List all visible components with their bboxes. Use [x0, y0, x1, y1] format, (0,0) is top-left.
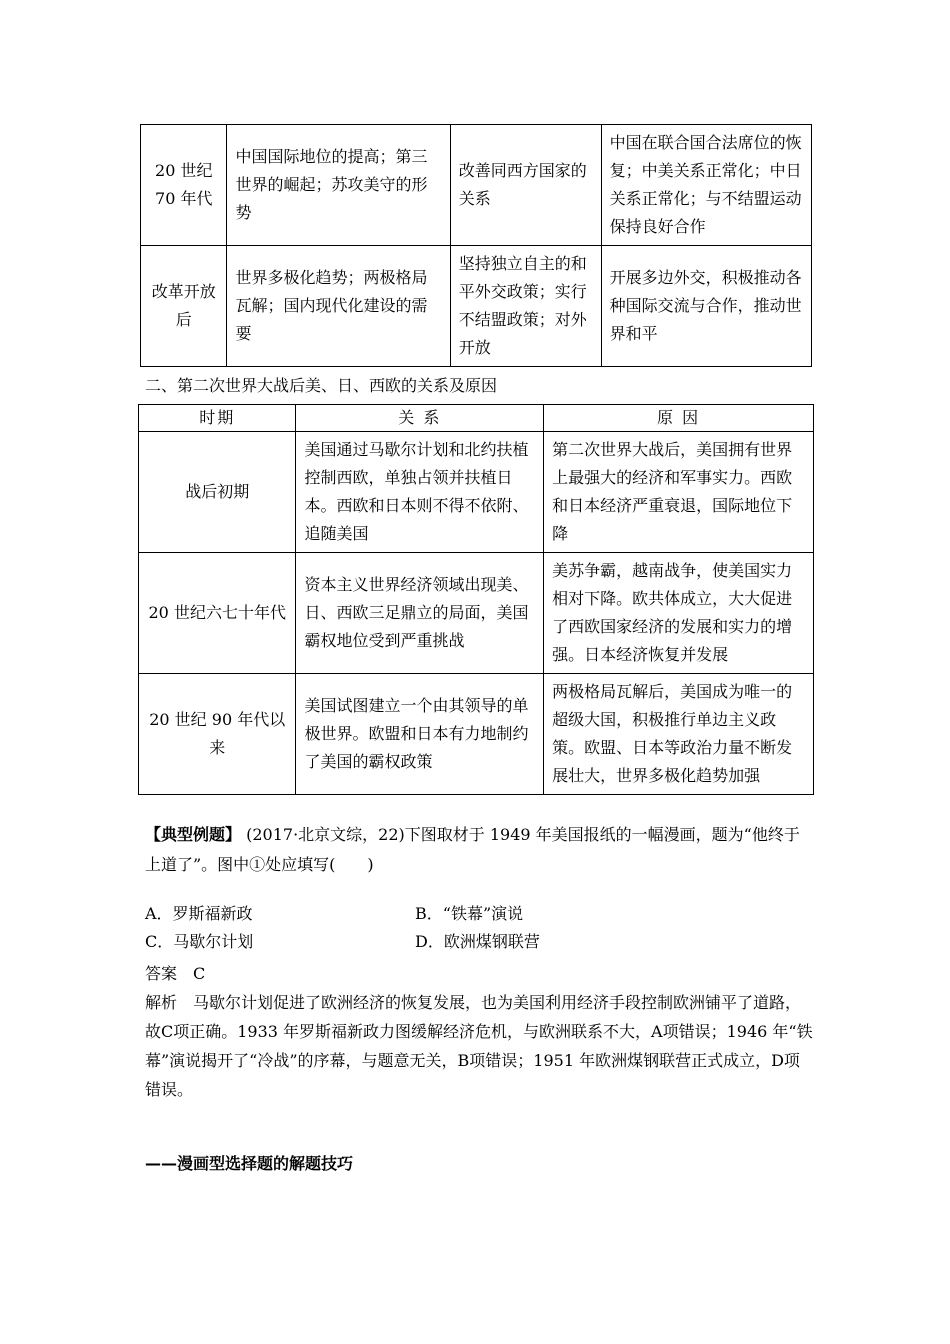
period-cell: 20 世纪 70 年代: [141, 125, 227, 246]
table-row: [139, 553, 814, 674]
example-stem: (2017·北京文综，22)下图取材于 1949 年美国报纸的一幅漫画，题为“他终于上道了”。图中①处应填写( ): [145, 825, 800, 874]
relation-cell: 资本主义世界经济领域出现美、日、西欧三足鼎立的局面，美国霸权地位受到严重挑战: [296, 553, 544, 674]
skill-title: ——漫画型选择题的解题技巧: [145, 1154, 354, 1173]
answer-options: [145, 900, 745, 956]
achievement-cell: 开展多边外交，积极推动各种国际交流与合作，推动世界和平: [601, 246, 811, 367]
table-row: [139, 674, 814, 795]
foreign-policy-table: [140, 124, 812, 367]
table-header-row: [139, 405, 814, 432]
reason-cell: 两极格局瓦解后，美国成为唯一的超级大国，积极推行单边主义政策。欧盟、日本等政治力量不断发展壮大，世界多极化趋势加强: [544, 674, 814, 795]
example-label: 【典型例题】: [145, 825, 242, 844]
option-a: A．罗斯福新政: [145, 904, 253, 923]
header-reason: 原 因: [544, 405, 814, 432]
section-title: 二、第二次世界大战后美、日、西欧的关系及原因: [145, 376, 498, 395]
table-row: [139, 432, 814, 553]
background-cell: 世界多极化趋势；两极格局瓦解；国内现代化建设的需要: [227, 246, 450, 367]
table-row: [141, 125, 812, 246]
example-question: [145, 820, 815, 880]
header-relation: 关 系: [296, 405, 544, 432]
reason-cell: 第二次世界大战后，美国拥有世界上最强大的经济和军事实力。西欧和日本经济严重衰退，国际地位下降: [544, 432, 814, 553]
answer: 答案 C: [145, 964, 206, 983]
period-cell: 战后初期: [139, 432, 296, 553]
period-cell: 20 世纪六七十年代: [139, 553, 296, 674]
relation-cell: 美国通过马歇尔计划和北约扶植控制西欧，单独占领并扶植日本。西欧和日本则不得不依附、追随美国: [296, 432, 544, 553]
policy-cell: 坚持独立自主的和平外交政策；实行不结盟政策；对外开放: [450, 246, 601, 367]
option-c: C．马歇尔计划: [145, 932, 254, 951]
analysis: 解析 马歇尔计划促进了欧洲经济的恢复发展，也为美国利用经济手段控制欧洲铺平了道路，故C项正确。1933 年罗斯福新政力图缓解经济危机，与欧洲联系不大，A项错误；1946 年“铁幕”演说揭开了“冷战”的序幕，与题意无关，B项错误；1951 年欧洲煤钢联营正式成立，D项错误。: [145, 993, 813, 1099]
table-row: [141, 246, 812, 367]
period-cell: 20 世纪 90 年代以来: [139, 674, 296, 795]
option-b: B．“铁幕”演说: [415, 904, 524, 923]
relations-table: [138, 404, 814, 795]
period-cell: 改革开放后: [141, 246, 227, 367]
reason-cell: 美苏争霸，越南战争，使美国实力相对下降。欧共体成立，大大促进了西欧国家经济的发展和实力的增强。日本经济恢复并发展: [544, 553, 814, 674]
policy-cell: 改善同西方国家的关系: [450, 125, 601, 246]
achievement-cell: 中国在联合国合法席位的恢复；中美关系正常化；中日关系正常化；与不结盟运动保持良好合作: [601, 125, 811, 246]
option-d: D．欧洲煤钢联营: [415, 932, 540, 951]
background-cell: 中国国际地位的提高；第三世界的崛起；苏攻美守的形势: [227, 125, 450, 246]
header-period: 时期: [139, 405, 296, 432]
relation-cell: 美国试图建立一个由其领导的单极世界。欧盟和日本有力地制约了美国的霸权政策: [296, 674, 544, 795]
